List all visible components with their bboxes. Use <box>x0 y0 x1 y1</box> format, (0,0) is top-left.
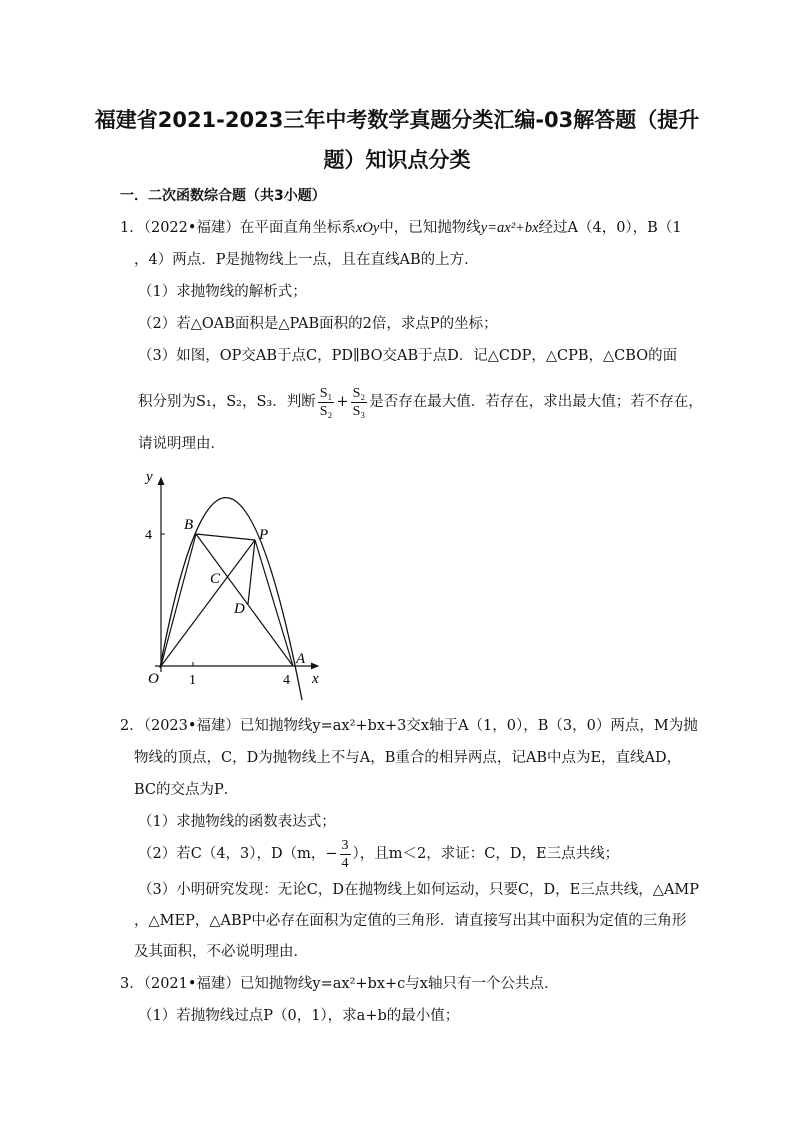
page-title-line-1: 福建省2021-2023三年中考数学真题分类汇编-03解答题（提升 <box>94 108 700 132</box>
frac2-num: S₂ <box>352 385 366 401</box>
q2-frac-num: 3 <box>341 837 349 853</box>
page-title-line-2: 题）知识点分类 <box>323 148 471 172</box>
frac1-num: S₁ <box>319 385 333 401</box>
label-tick-4x: 4 <box>283 673 290 688</box>
q3-line-1: 3．（2021•福建）已知抛物线y=ax²+bx+c与x轴只有一个公共点． <box>120 976 559 992</box>
plus-sign: + <box>336 394 349 410</box>
q2-part-2 <box>138 834 619 874</box>
q1-l1-eq: y=ax²+bx <box>480 220 539 236</box>
segment-pd <box>248 540 255 604</box>
q1-p3b-post: 是否存在最大值．若存在，求出最大值；若不存在， <box>369 394 703 410</box>
q1-p3b-pre: 积分别为S₁，S₂，S₃．判断 <box>138 394 316 410</box>
label-tick-1: 1 <box>189 673 196 688</box>
q2-line-2: 物线的顶点，C，D为抛物线上不与A，B重合的相异两点，记AB中点为E，直线AD， <box>134 750 682 766</box>
segment-ob <box>161 534 196 666</box>
q2-line-1: 2．（2023•福建）已知抛物线y=ax²+bx+3交x轴于A（1，0），B（3，0）两点，M为抛 <box>120 718 698 734</box>
q1-l1-post: 经过A（4，0），B（1 <box>538 220 682 236</box>
q2-part-1: （1）求抛物线的函数表达式； <box>138 814 336 830</box>
q2-part-3-b: ，△MEP，△ABP中必存在面积为定值的三角形．请直接写出其中面积为定值的三角形 <box>134 913 687 929</box>
label-point-d: D <box>234 601 245 617</box>
label-x-axis: x <box>312 671 319 687</box>
q2-line-3: BC的交点为P． <box>134 782 239 798</box>
q1-l1-xoy: xOy <box>355 220 380 236</box>
q1-part-3: （3）如图，OP交AB于点C，PD∥BO交AB于点D．记△CDP，△CPB，△CBO的面 <box>138 348 678 364</box>
section-heading: 一．二次函数综合题（共3小题） <box>120 188 326 204</box>
q1-part-1: （1）求抛物线的解析式； <box>138 284 307 300</box>
q2-p2-pre: （2）若C（4，3），D（m，− <box>138 846 338 862</box>
segment-bp <box>196 534 255 540</box>
q2-frac-den: 4 <box>341 855 349 871</box>
label-point-c: C <box>210 571 221 587</box>
segment-pa <box>255 540 293 666</box>
fraction-three-fourths <box>340 837 351 872</box>
q3-part-1: （1）若抛物线过点P（0，1），求a+b的最小值； <box>138 1008 460 1024</box>
label-point-p: P <box>259 527 269 543</box>
label-origin: O <box>148 671 159 687</box>
q2-part-3-c: 及其面积，不必说明理由． <box>134 944 308 960</box>
parabola-curve <box>160 498 302 700</box>
q1-part-3-c: 请说明理由． <box>138 436 225 452</box>
q1-part-2: （2）若△OAB面积是△PAB面积的2倍，求点P的坐标； <box>138 316 498 332</box>
q1-line-2: ，4）两点．P是抛物线上一点，且在直线AB的上方． <box>134 252 479 268</box>
label-tick-4y: 4 <box>145 528 152 543</box>
q2-part-3: （3）小明研究发现：无论C，D在抛物线上如何运动，只要C，D，E三点共线，△AMP <box>138 882 699 898</box>
frac1-den: S₂ <box>319 403 333 419</box>
label-y-axis: y <box>146 469 153 485</box>
label-point-b: B <box>184 517 194 533</box>
q2-p2-post: ），且m＜2，求证：C，D，E三点共线； <box>352 846 620 862</box>
frac2-den: S₃ <box>352 403 366 419</box>
q1-l1-mid: 中，已知抛物线 <box>379 220 481 236</box>
q1-l1-pre: 1．（2022•福建）在平面直角坐标系 <box>120 220 356 236</box>
label-point-a: A <box>296 651 306 667</box>
